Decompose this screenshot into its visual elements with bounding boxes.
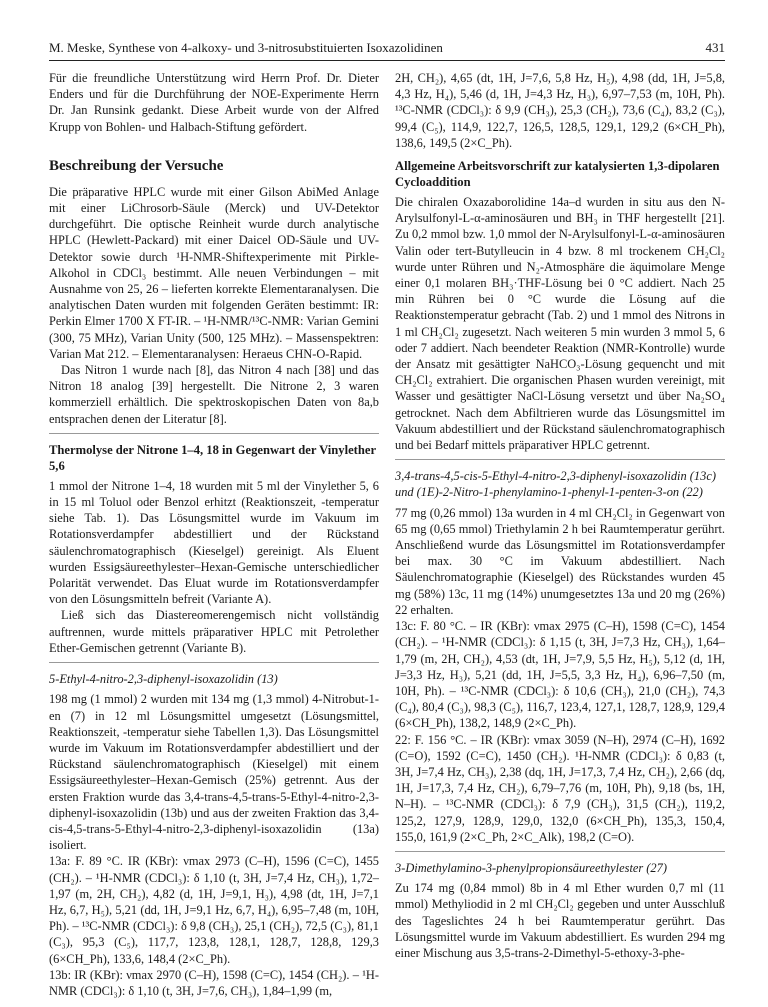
thermolysis-paragraph-b: Ließ sich das Diastereomerengemisch nicht vollständig auftrennen, wurde mittels präparativer HPLC mit Petrolether Ether-Gemischen getrennt (Variante B). bbox=[49, 608, 379, 655]
compound-13-heading: 5-Ethyl-4-nitro-2,3-diphenyl-isoxazolidin (13) bbox=[49, 672, 278, 687]
nitrones-paragraph: Das Nitron 1 wurde nach [8], das Nitron 4 nach [38] und das Nitron 18 analog [39] hergestellt. Die Nitrone 2, 3 waren kommerziell erhältlich. Die spektroskopischen Daten von 8a,b entsprachen denen der Literatur [8]. bbox=[49, 363, 379, 426]
compound-13-paragraph: 198 mg (1 mmol) 2 wurden mit 134 mg (1,3 mmol) 4-Nitrobut-1-en (7) in 12 ml Lösungsmittel umgesetzt (Lösungsmittel, Reaktionszeit, -temperatur siehe Tabellen 1,3). Das Lösungsmittel wurde im Vakuum im Rotationsverdampfer abdestilliert und der Rückstand säulenchromatographisch (Kieselgel) mit einem Essigsäureethylester–Hexan-Gemisch (25%) getrennt. Aus der ersten Fraktion wurde das 3,4-trans-4,5-trans-5-Ethyl-4-nitro-2,3-diphenyl-isoxazolidin (13b) und aus der zweiten Fraktion das 3,4-cis-4,5-trans-5-Ethyl-4-nitro-2,3-diphenyl-isoxazolidin (13a) isoliert. bbox=[49, 692, 379, 853]
compound-27-heading: 3-Dimethylamino-3-phenylpropionsäureethylester (27) bbox=[395, 860, 667, 875]
compound-13c-data: 13c: F. 80 °C. – IR (KBr): νmax 2975 (C–H), 1598 (C=C), 1454 (CH₂). – ¹H-NMR (CDCl₃): δ 1,15 (t, 3H, J=7,3 Hz, CH₃), 1,64–1,79 (m, 2H, CH₂), 4,53 (dt, 1H, J=7,9, 5,5 Hz, H₅), 5,12 (d, 1H, J=3,3 Hz, H₃), 5,21 (dd, 1H, J=5,5, 3,3 Hz, H₄), 6,96–7,50 (m, 10H, Ph). – ¹³C-NMR (CDCl₃): δ 10,6 (CH₃), 21,0 (CH₂), 74,3 (C₄), 80,4 (C₃), 98,3 (C₅), 116,7, 123,4, 127,1, 128,7, 128,9, 129,4 (6×CH_Ph), 138,2, 148,9 (2×C_Ph). bbox=[395, 619, 725, 731]
running-head-title: M. Meske, Synthese von 4-alkoxy- und 3-nitrosubstituierten Isoxazolidinen bbox=[49, 40, 443, 55]
compound-13c-heading: 3,4-trans-4,5-cis-5-Ethyl-4-nitro-2,3-diphenyl-isoxazolidin (13c) und (1E)-2-Nitro-1-phenylamino-1-phenyl-1-penten-3-on (22) bbox=[395, 469, 716, 500]
page-number: 431 bbox=[705, 40, 725, 55]
acknowledgement-paragraph: Für die freundliche Unterstützung wird Herrn Prof. Dr. Dieter Enders und für die Durchführung der NOE-Experimente Herrn Dr. Jan Runsink gedankt. Diese Arbeit wurde von der Alfred Krupp von Bohlen- und Halbach-Stiftung gefördert. bbox=[49, 71, 379, 134]
header-rule bbox=[49, 60, 725, 61]
section-divider bbox=[395, 851, 725, 852]
thermolysis-heading: Thermolyse der Nitrone 1–4, 18 in Gegenwart der Vinylether 5,6 bbox=[49, 442, 376, 473]
methods-paragraph: Die präparative HPLC wurde mit einer Gilson AbiMed Anlage mit einer LiChrosorb-Säule (Merck) und UV-Detektor durchgeführt. Die optische Reinheit wurde durch analytische HPLC (Hewlett-Packard) mit einer Daicel OD-Säule und UV-Detektor sowie durch ¹H-NMR-Shiftexperimente mit Pirkle-Alkohol in CDCl₃ bestimmt. Alle neuen Verbindungen – mit Ausnahme von 25, 26 – lieferten korrekte Elementaranalysen. Die analytischen Daten wurden mit folgenden Geräten bestimmt: IR: Perkin Elmer 1700 X FT-IR. – ¹H-NMR/¹³C-NMR: Varian Gemini (300, 75 MHz), Varian Unity (500, 125 MHz). – Massenspektren: Varian Mat 212. – Elementaranalysen: Heraeus CHN-O-Rapid. bbox=[49, 184, 379, 361]
compound-22-data: 22: F. 156 °C. – IR (KBr): νmax 3059 (N–H), 2974 (C–H), 1692 (C=O), 1592 (C=C), 1450 (CH₂). ¹H-NMR (CDCl₃): δ 0,83 (t, 3H, J=7,4 Hz, CH₃), 2,38 (dq, 1H, J=17,3, 7,4 Hz, CH₂), 2,66 (dq, 1H, J=17,3, 7,4 Hz, CH₂), 6,79–7,76 (m, 10H, Ph), 9,18 (bs, 1H, N–H). – ¹³C-NMR (CDCl₃): δ 7,9 (CH₃), 31,5 (CH₂), 119,2, 125,2, 127,9, 128,9, 129,0, 132,0 (6×CH_Ph), 135,3, 150,4, 155,0, 161,9 (2×C_Ph, 2×C_Alk), 198,2 (C=O). bbox=[395, 732, 725, 844]
compound-13b-data: 13b: IR (KBr): νmax 2970 (C–H), 1598 (C=C), 1454 (CH₂). – ¹H-NMR (CDCl₃): δ 1,10 (t, 3H, J=7,6, CH₃), 1,84–1,99 (m, bbox=[49, 967, 379, 998]
compound-13a-data: 13a: F. 89 °C. IR (KBr): νmax 2973 (C–H), 1596 (C=C), 1455 (CH₂). – ¹H-NMR (CDCl₃): δ 1,10 (t, 3H, J=7,4 Hz, CH₃), 1,72–1,97 (m, 2H, CH₂), 4,82 (d, 1H, J=9,1, H₃), 4,98 (dt, 1H, J=7,1 Hz, 6,7, H₅), 5,21 (dd, 1H, J=9,1 Hz, 6,7, H₄), 6,95–7,48 (m, 10H, Ph). – ¹³C-NMR (CDCl₃): δ 9,8 (CH₃), 25,1 (CH₂), 72,5 (C₃), 81,1 (C₃), 95,3 (C₅), 117,7, 123,8, 128,1, 128,7, 128,8, 129,3 (6×CH_Ph), 133,6, 148,4 (2×C_Ph). bbox=[49, 854, 379, 966]
section-divider bbox=[395, 459, 725, 460]
general-procedure-paragraph: Die chiralen Oxazaborolidine 14a–d wurden in situ aus den N-Arylsulfonyl-L-α-aminosäuren und BH₃ in THF hergestellt [21]. Zu 0,2 mmol bzw. 1,0 mmol der N-Arylsulfonyl-L-α-aminosäuren Valin oder tert-Butylleucin in 4 bzw. 8 ml trockenem CH₂Cl₂ wurde unter Rühren und N₂-Atmosphäre die äquimolare Menge einer 0,1 molaren BH₃·THF-Lösung bei 0 °C addiert. Nach 25 min Rühren bei 0 °C wurde die Lösung auf die Reaktionstemperatur gebracht (Tab. 2) und 1 mmol des Nitrons in 1 ml CH₂Cl₂ zugesetzt. Nach weiteren 5 min wurden 3 mmol 5, 6 oder 7 addiert. Nach beendeter Reaktion (NMR-Kontrolle) wurde der Ansatz mit gesättigter NaHCO₃-Lösung gequencht und mit CH₂Cl₂ extrahiert. Die organischen Phasen wurden vereinigt, mit Wasser und gesättigter NaCl-Lösung versetzt und über Na₂SO₄ getrocknet. Nach dem Abfiltrieren wurde das Lösungsmittel im Vakuum abdestilliert und der Rückstand säulenchromatographisch und bei Bedarf mittels präparativer HPLC getrennt. bbox=[395, 195, 725, 453]
left-column bbox=[49, 70, 379, 999]
right-column bbox=[395, 70, 725, 961]
section-divider bbox=[49, 433, 379, 434]
thermolysis-paragraph-a: 1 mmol der Nitrone 1–4, 18 wurden mit 5 ml der Vinylether 5, 6 in 15 ml Toluol oder Benzol erhitzt (Reaktionszeit, -temperatur siehe Tab. 1). Das Lösungsmittel wurde im Vakuum im Rotationsverdampfer abdestilliert und der Rückstand säulenchromatographisch (Kieselgel) gereinigt. Als Eluent wurden Essigsäureethylester–Hexan-Gemische unterschiedlicher Polarität verwendet. Das Eluat wurde im Rotationsverdampfer von den Lösungsmitteln befreit (Variante A). bbox=[49, 478, 379, 607]
compound-13b-data-continued: 2H, CH₂), 4,65 (dt, 1H, J=7,6, 5,8 Hz, H₅), 4,98 (dd, 1H, J=5,8, 4,3 Hz, H₄), 5,46 (d, 1H, J=4,3 Hz, H₃), 6,97–7,53 (m, 10H, Ph). ¹³C-NMR (CDCl₃): δ 9,9 (CH₃), 25,3 (CH₂), 73,6 (C₄), 83,2 (C₃), 99,4 (C₅), 114,9, 122,7, 126,5, 128,5, 129,1, 129,2 (6×CH_Ph), 138,6, 149,5 (2×C_Ph). bbox=[395, 71, 725, 150]
section-divider bbox=[49, 662, 379, 663]
compound-13c-paragraph: 77 mg (0,26 mmol) 13a wurden in 4 ml CH₂Cl₂ in Gegenwart von 65 mg (0,65 mmol) Triethylamin 2 h bei Raumtemperatur gerührt. Anschließend wurde das Lösungsmittel im Rotationsverdampfer bei max. 30 °C im Vakuum abdestilliert. Nach Säulenchromatographie (Kieselgel) des Rückstandes wurden 45 mg (58%) 13c, 11 mg (14%) unumgesetztes 13a und 20 mg (26%) 22 erhalten. bbox=[395, 505, 725, 617]
section-title: Beschreibung der Versuche bbox=[49, 157, 224, 174]
general-procedure-heading: Allgemeine Arbeitsvorschrift zur katalysierten 1,3-dipolaren Cycloaddition bbox=[395, 159, 720, 190]
compound-27-paragraph: Zu 174 mg (0,84 mmol) 8b in 4 ml Ether wurden 0,7 ml (11 mmol) Methyliodid in 2 ml CH₂Cl₂ gegeben und unter Ausschluß des Tageslichtes 24 h bei Raumtemperatur gerührt. Das Lösungsmittel wurde im Vakuum abdestilliert. Es wurden 294 mg einer Mischung aus 3,5-trans-2-Dimethyl-5-ethoxy-3-phe- bbox=[395, 881, 725, 960]
